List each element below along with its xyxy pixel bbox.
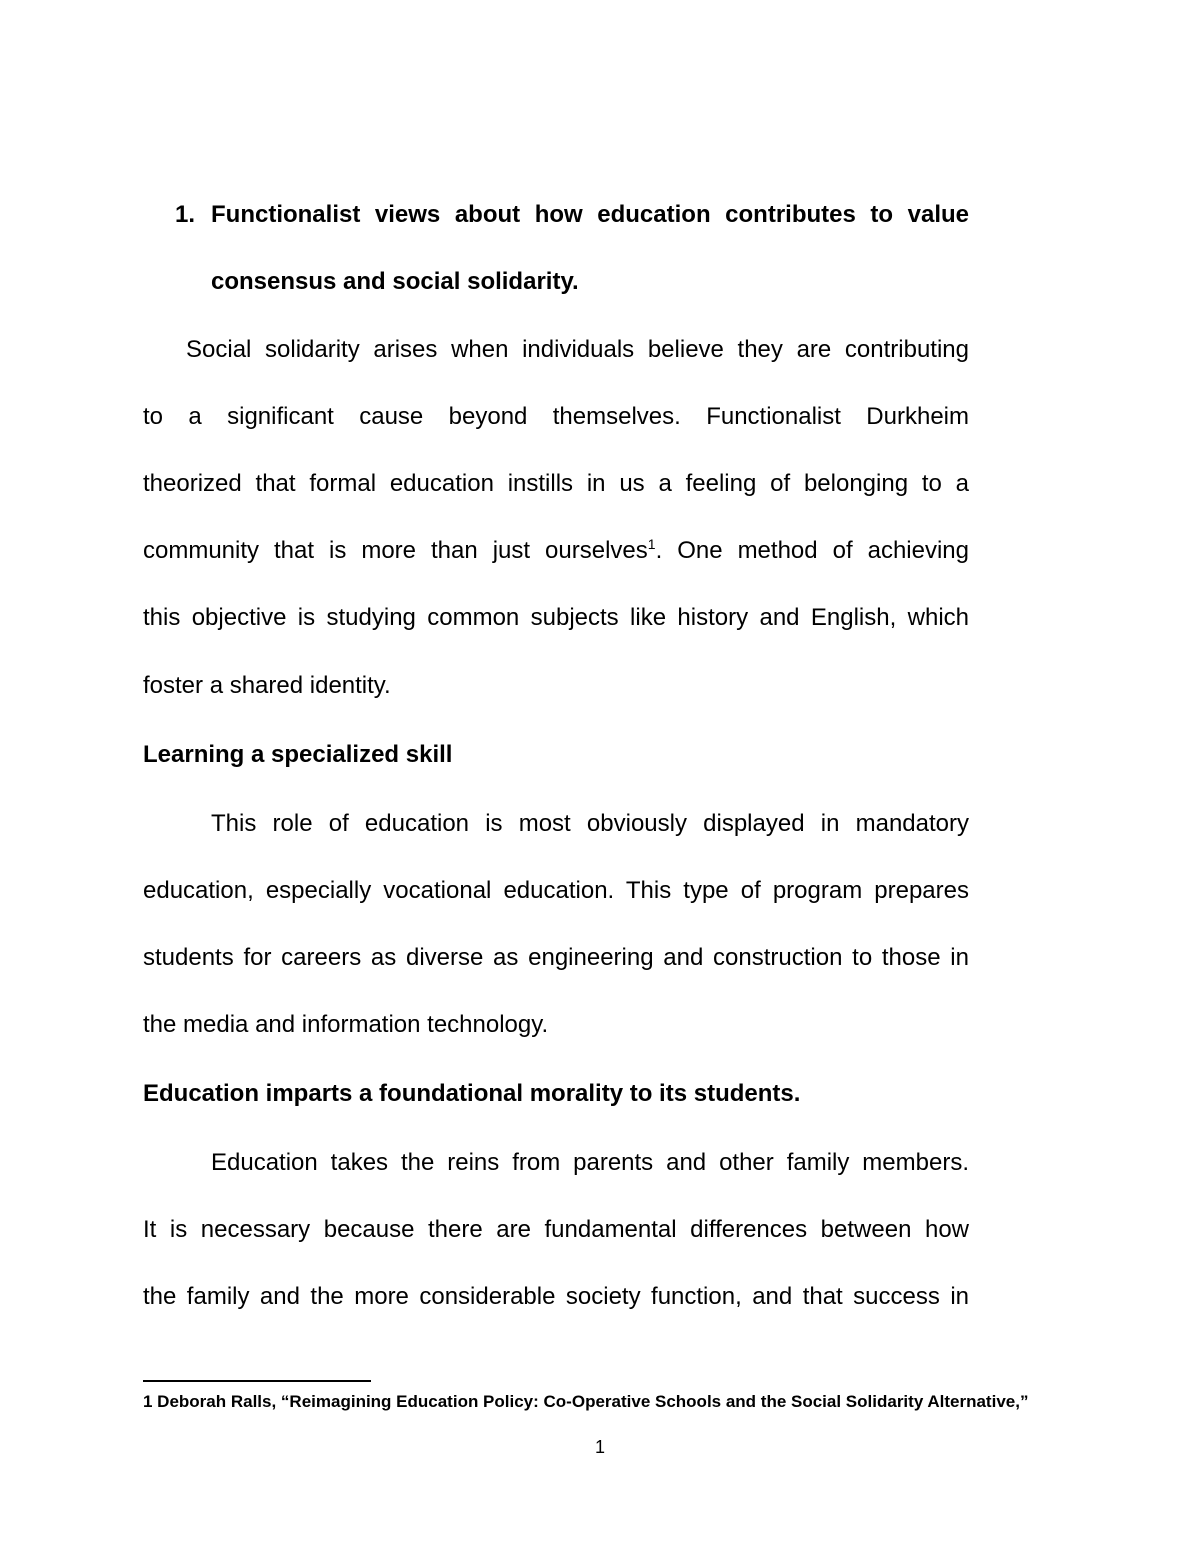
paragraph-1-line-4 <box>143 536 969 566</box>
subheading-foundational-morality: Education imparts a foundational morality to its students. <box>143 1080 801 1107</box>
paragraph-3-line-1: Education takes the reins from parents and other family members. <box>211 1149 969 1176</box>
heading-line-2: consensus and social solidarity. <box>211 268 579 295</box>
paragraph-2-line-4: the media and information technology. <box>143 1011 549 1038</box>
heading-line-1: Functionalist views about how education contributes to value <box>211 201 969 228</box>
paragraph-2-line-2: education, especially vocational education. This type of program prepares <box>143 877 969 904</box>
paragraph-1-line-6: foster a shared identity. <box>143 672 391 699</box>
subheading-specialized-skill: Learning a specialized skill <box>143 741 453 768</box>
paragraph-1-line-3: theorized that formal education instills in us a feeling of belonging to a <box>143 470 969 497</box>
heading-number: 1. <box>175 201 196 228</box>
paragraph-1-line-4-text-b: . One method of achieving <box>655 537 970 564</box>
paragraph-1-line-4-text-a: community that is more than just ourselves <box>143 537 648 564</box>
footnote-1: 1 Deborah Ralls, “Reimagining Education Policy: Co-Operative Schools and the Social Solidarity Alternative,” <box>143 1392 1029 1411</box>
paragraph-2-line-1: This role of education is most obviously displayed in mandatory <box>211 810 969 837</box>
paragraph-1-line-2: to a significant cause beyond themselves. Functionalist Durkheim <box>143 403 969 430</box>
footnote-reference[interactable]: 1 <box>647 536 656 552</box>
paragraph-3-line-2: It is necessary because there are fundamental differences between how <box>143 1216 969 1243</box>
footnote-separator <box>143 1380 371 1382</box>
paragraph-2-line-3: students for careers as diverse as engineering and construction to those in <box>143 944 969 971</box>
paragraph-3-line-3: the family and the more considerable society function, and that success in <box>143 1283 969 1310</box>
page-number: 1 <box>594 1437 605 1457</box>
paragraph-1-line-5: this objective is studying common subjects like history and English, which <box>143 604 969 631</box>
paragraph-1-line-1: Social solidarity arises when individuals believe they are contributing <box>186 336 969 363</box>
